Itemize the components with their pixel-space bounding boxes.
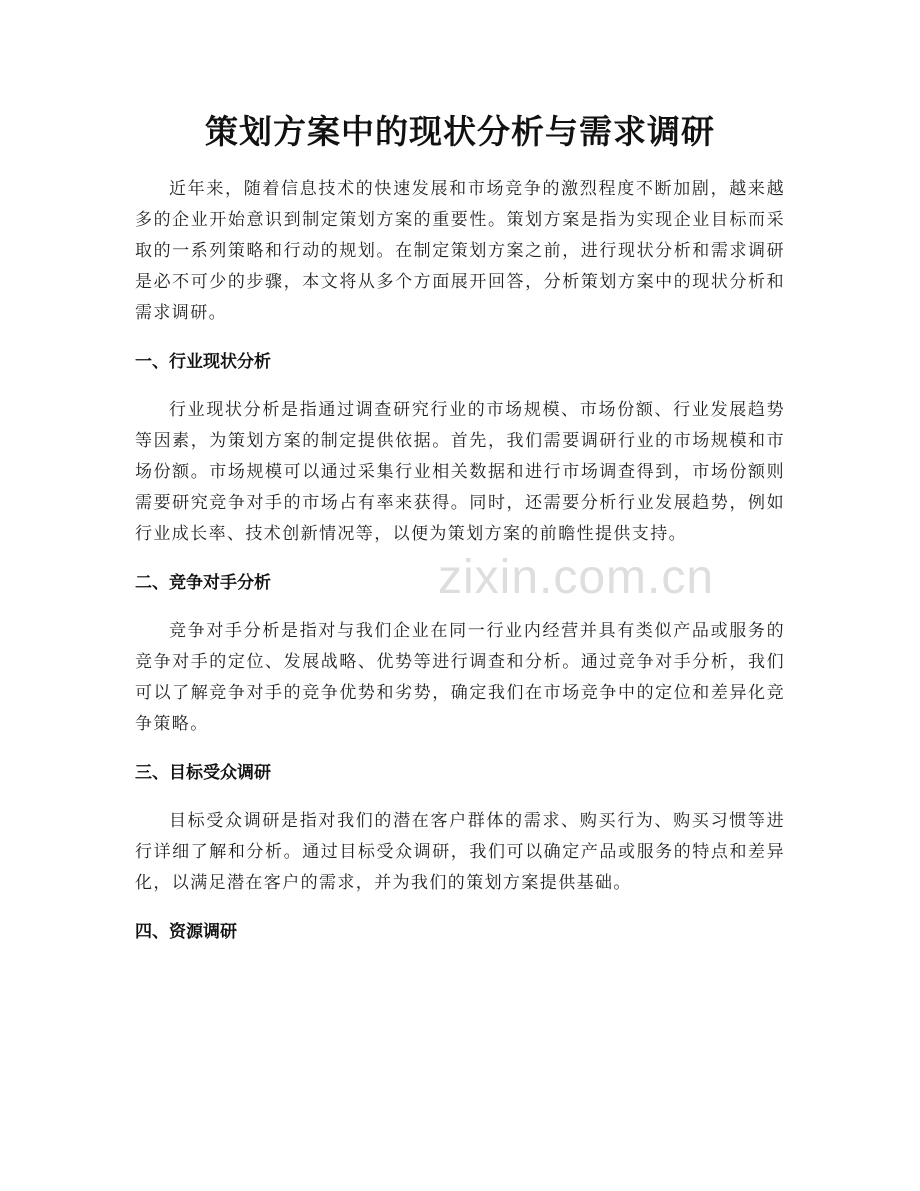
watermark-text: zixin.com.cn — [438, 551, 715, 604]
section-heading-industry: 一、行业现状分析 — [135, 352, 271, 372]
document-body — [135, 174, 785, 946]
section-heading-audience: 三、目标受众调研 — [135, 763, 271, 783]
intro-paragraph: 近年来，随着信息技术的快速发展和市场竞争的激烈程度不断加剧，越来越多的企业开始意识到制定策划方案的重要性。策划方案是指为实现企业目标而采取的一系列策略和行动的规划。在制定策划方案之前，进行现状分析和需求调研是必不可少的步骤，本文将从多个方面展开回答，分析策划方案中的现状分析和需求调研。 — [135, 179, 785, 323]
section-body-industry: 行业现状分析是指通过调查研究行业的市场规模、市场份额、行业发展趋势等因素，为策划方案的制定提供依据。首先，我们需要调研行业的市场规模和市场份额。市场规模可以通过采集行业相关数据和进行市场调查得到，市场份额则需要研究竞争对手的市场占有率来获得。同时，还需要分析行业发展趋势，例如行业成长率、技术创新情况等，以便为策划方案的前瞻性提供支持。 — [135, 400, 785, 544]
section-heading-competitor: 二、竞争对手分析 — [135, 573, 271, 593]
section-heading-resource: 四、资源调研 — [135, 922, 237, 942]
section-body-audience: 目标受众调研是指对我们的潜在客户群体的需求、购买行为、购买习惯等进行详细了解和分析。通过目标受众调研，我们可以确定产品或服务的特点和差异化，以满足潜在客户的需求，并为我们的策划方案提供基础。 — [135, 811, 785, 893]
section-body-competitor: 竞争对手分析是指对与我们企业在同一行业内经营并具有类似产品或服务的竞争对手的定位、发展战略、优势等进行调查和分析。通过竞争对手分析，我们可以了解竞争对手的竞争优势和劣势，确定我们在市场竞争中的定位和差异化竞争策略。 — [135, 621, 785, 734]
page-title: 策划方案中的现状分析与需求调研 — [205, 112, 715, 151]
